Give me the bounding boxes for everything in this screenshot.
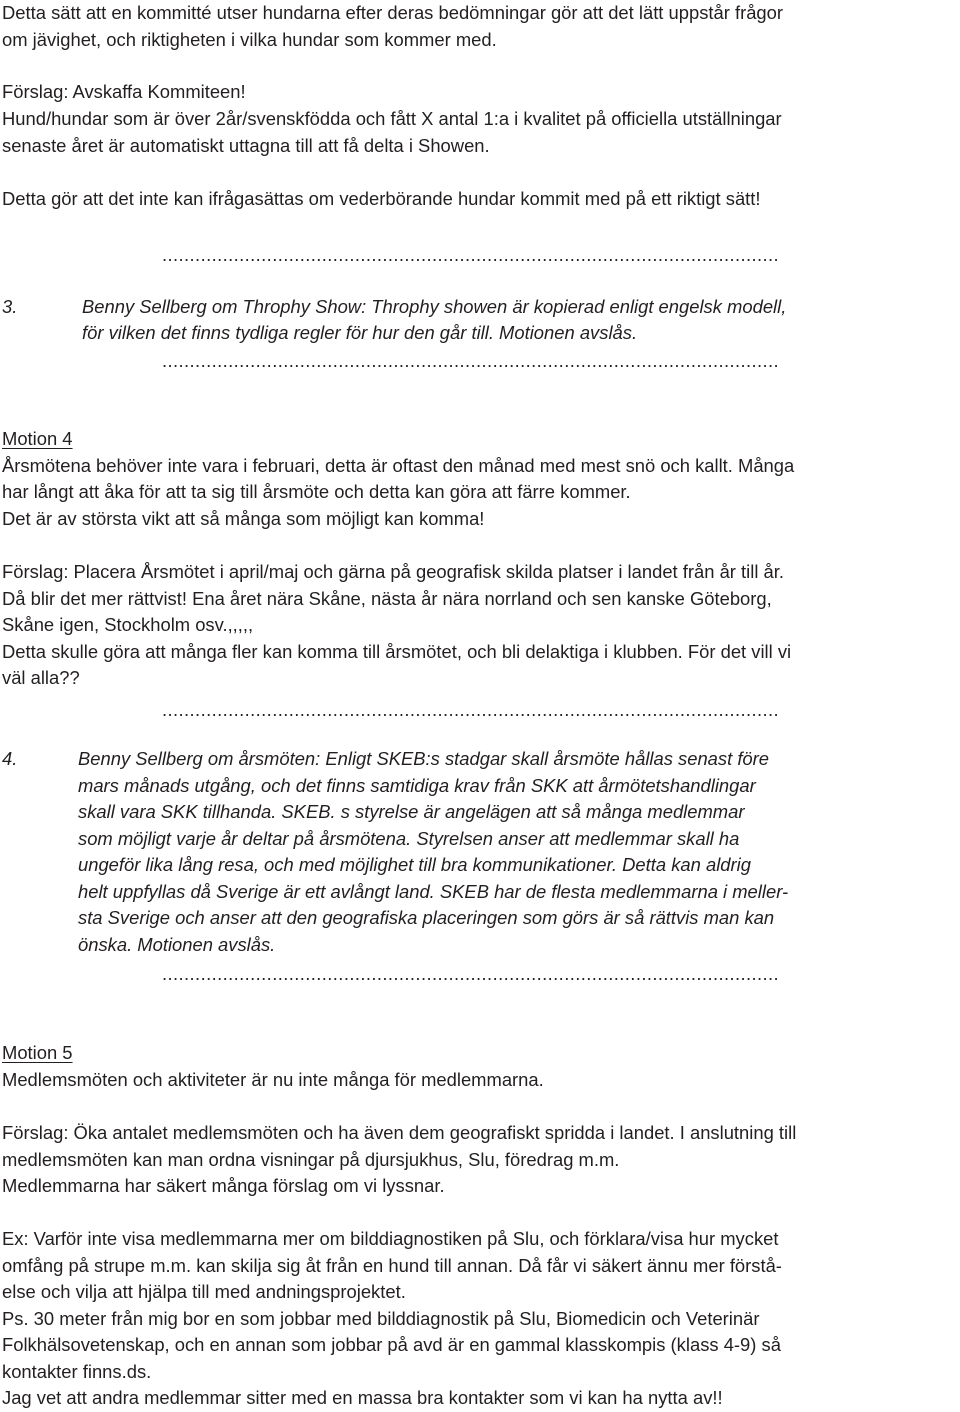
intro-line: om jävighet, och riktigheten i vilka hundar som kommer med.: [2, 29, 497, 50]
motion-5-example-line: else och vilja att hjälpa till med andningsprojektet.: [2, 1281, 406, 1302]
proposal-abolish: Förslag: Avskaffa Kommiteen!: [2, 81, 246, 102]
reply-4-line: ungeför lika lång resa, och med möjlighet till bra kommunikationer. Detta kan aldrig: [78, 854, 751, 875]
motion-4-proposal-line: väl alla??: [2, 667, 80, 688]
motion-5-example-line: Ps. 30 meter från mig bor en som jobbar med bilddiagnostik på Slu, Biomedicin och Veterinär: [2, 1308, 760, 1329]
reply-4-line: helt uppfyllas då Sverige är ett avlångt land. SKEB har de flesta medlemmarna i meller-: [78, 881, 789, 902]
motion-4-proposal-line: Detta skulle göra att många fler kan komma till årsmötet, och bli delaktiga i klubben. För det vill vi: [2, 641, 792, 662]
separator: ................................................................................................................: [162, 350, 780, 371]
motion-4-line: har långt att åka för att ta sig till årsmöte och detta kan göra att färre kommer.: [2, 481, 631, 502]
motion-5-intro: Medlemsmöten och aktiviteter är nu inte många för medlemmarna.: [2, 1069, 544, 1090]
intro-line: Detta sätt att en kommitté utser hundarna efter deras bedömningar gör att det lätt uppstår frågor: [2, 2, 784, 23]
conclusion-line: Detta gör att det inte kan ifrågasättas om vederbörande hundar kommit med på ett riktigt sätt!: [2, 188, 761, 209]
reply-3-line: för vilken det finns tydliga regler för hur den går till. Motionen avslås.: [82, 322, 638, 343]
reply-4-line: som möjligt varje år deltar på årsmötena. Styrelsen anser att medlemmar skall ha: [78, 828, 740, 849]
motion-5-proposal-line: Förslag: Öka antalet medlemsmöten och ha även dem geografiskt spridda i landet. I anslutning till: [2, 1122, 797, 1143]
separator: ................................................................................................................: [162, 244, 780, 265]
motion-5-proposal-line: medlemsmöten kan man ordna visningar på djursjukhus, Slu, föredrag m.m.: [2, 1149, 620, 1170]
motion-5-example-line: Ex: Varför inte visa medlemmarna mer om bilddiagnostiken på Slu, och förklara/visa hur mycket: [2, 1228, 779, 1249]
reply-4-number: 4.: [2, 748, 18, 769]
motion-4-heading: Motion 4: [2, 428, 73, 449]
separator: ................................................................................................................: [162, 699, 780, 720]
motion-4-line: Årsmötena behöver inte vara i februari, detta är oftast den månad med mest snö och kallt. Många: [2, 455, 795, 476]
reply-4-line: Benny Sellberg om årsmöten: Enligt SKEB:s stadgar skall årsmöte hållas senast före: [78, 748, 770, 769]
reply-3-number: 3.: [2, 296, 18, 317]
motion-4-line: Det är av största vikt att så många som möjligt kan komma!: [2, 508, 485, 529]
motion-4-proposal-line: Förslag: Placera Årsmötet i april/maj och gärna på geografisk skilda platser i landet från år till år.: [2, 561, 784, 582]
separator: ................................................................................................................: [162, 963, 780, 984]
dog-criteria-line: senaste året är automatiskt uttagna till att få delta i Showen.: [2, 135, 490, 156]
motion-5-example-line: Jag vet att andra medlemmar sitter med en massa bra kontakter som vi kan ha nytta av!!: [2, 1387, 723, 1408]
reply-4-line: sta Sverige och anser att den geografiska placeringen som görs är så rättvis man kan: [78, 907, 775, 928]
dog-criteria-line: Hund/hundar som är över 2år/svenskfödda och fått X antal 1:a i kvalitet på officiella utställningar: [2, 108, 782, 129]
motion-5-example-line: kontakter finns.ds.: [2, 1361, 152, 1382]
reply-4-line: önska. Motionen avslås.: [78, 934, 276, 955]
motion-5-proposal-line: Medlemmarna har säkert många förslag om vi lyssnar.: [2, 1175, 445, 1196]
motion-4-proposal-line: Skåne igen, Stockholm osv.,,,,,: [2, 614, 254, 635]
reply-3-line: Benny Sellberg om Throphy Show: Throphy showen är kopierad enligt engelsk modell,: [82, 296, 787, 317]
reply-4-line: mars månads utgång, och det finns samtidiga krav från SKK att årmötetshandlingar: [78, 775, 756, 796]
motion-5-heading: Motion 5: [2, 1042, 73, 1063]
motion-4-proposal-line: Då blir det mer rättvist! Ena året nära Skåne, nästa år nära norrland och sen kanske Göteborg,: [2, 588, 772, 609]
reply-4-line: skall vara SKK tillhanda. SKEB. s styrelse är angelägen att så många medlemmar: [78, 801, 745, 822]
motion-5-example-line: Folkhälsovetenskap, och en annan som jobbar på avd är en gammal klasskompis (klass 4-9) så: [2, 1334, 781, 1355]
motion-5-example-line: omfång på strupe m.m. kan skilja sig åt från en hund till annan. Då får vi säkert ännu mer förstå-: [2, 1255, 782, 1276]
